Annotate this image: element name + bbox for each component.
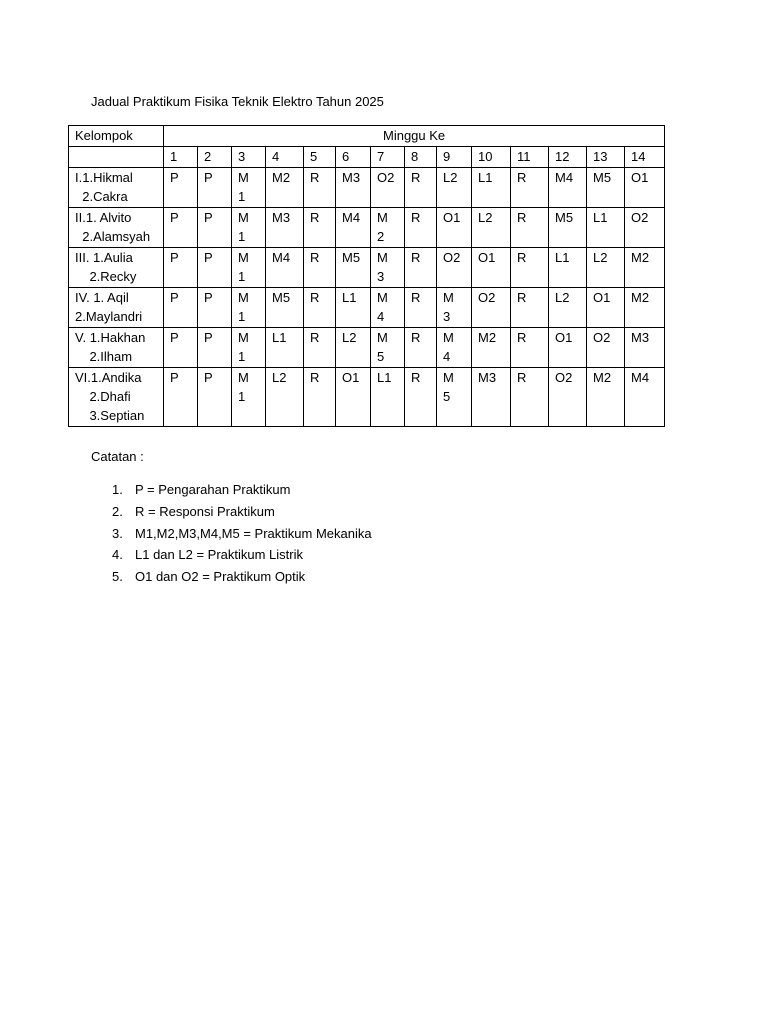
schedule-cell — [304, 248, 336, 288]
schedule-cell — [472, 328, 511, 368]
schedule-cell-value: M3 — [342, 170, 361, 185]
schedule-cell-value: M4 — [443, 330, 454, 364]
header-row — [69, 126, 665, 147]
schedule-cell — [198, 368, 232, 427]
schedule-cell-value: P — [170, 250, 179, 265]
schedule-cell — [304, 368, 336, 427]
week-number-cell: 8 — [405, 147, 437, 168]
schedule-body — [69, 126, 665, 427]
schedule-cell — [371, 328, 405, 368]
schedule-cell-value: O2 — [443, 250, 461, 265]
week-number-cell: 10 — [472, 147, 511, 168]
schedule-cell — [232, 208, 266, 248]
header-kelompok: Kelompok — [69, 126, 164, 147]
group-member-line: 2.Cakra — [75, 189, 128, 204]
schedule-cell-value: R — [411, 290, 421, 305]
schedule-cell — [304, 208, 336, 248]
schedule-cell-value: M1 — [238, 370, 249, 404]
schedule-cell-value: R — [517, 250, 527, 265]
table-row — [69, 248, 665, 288]
schedule-cell — [304, 328, 336, 368]
schedule-cell-value: L1 — [555, 250, 570, 265]
schedule-cell-value: M2 — [377, 210, 388, 244]
schedule-cell — [164, 208, 198, 248]
schedule-cell — [304, 288, 336, 328]
table-row — [69, 288, 665, 328]
schedule-cell — [472, 248, 511, 288]
schedule-cell — [549, 248, 587, 288]
schedule-cell — [437, 168, 472, 208]
group-member-line: II.1. Alvito — [75, 210, 132, 225]
group-member-line: 2.Maylandri — [75, 309, 143, 324]
schedule-cell — [405, 168, 437, 208]
schedule-cell — [511, 208, 549, 248]
schedule-cell-value: L1 — [593, 210, 608, 225]
schedule-cell — [405, 208, 437, 248]
schedule-cell-value: R — [310, 370, 320, 385]
schedule-cell — [164, 248, 198, 288]
schedule-cell-value: P — [170, 170, 179, 185]
group-cell — [69, 368, 164, 427]
note-text: O1 dan O2 = Praktikum Optik — [135, 569, 306, 585]
schedule-cell — [164, 328, 198, 368]
schedule-cell-value: R — [411, 370, 421, 385]
schedule-cell — [371, 208, 405, 248]
group-member-line: 2.Alamsyah — [75, 229, 151, 244]
schedule-cell — [587, 168, 625, 208]
schedule-cell-value: M1 — [238, 330, 249, 364]
schedule-cell-value: R — [310, 290, 320, 305]
schedule-cell — [511, 328, 549, 368]
week-number-cell: 13 — [587, 147, 625, 168]
schedule-cell — [437, 368, 472, 427]
schedule-cell — [437, 208, 472, 248]
schedule-cell-value: R — [310, 250, 320, 265]
schedule-cell-value: O2 — [377, 170, 395, 185]
week-number-blank — [69, 147, 164, 168]
schedule-cell-value: R — [517, 170, 527, 185]
schedule-cell-value: O1 — [593, 290, 611, 305]
schedule-cell — [336, 368, 371, 427]
schedule-cell — [625, 328, 665, 368]
group-member-line: 3.Septian — [75, 408, 145, 423]
note-text: M1,M2,M3,M4,M5 = Praktikum Mekanika — [135, 525, 372, 541]
schedule-cell-value: O2 — [555, 370, 573, 385]
schedule-cell — [549, 288, 587, 328]
schedule-cell — [511, 288, 549, 328]
schedule-cell-value: M4 — [377, 290, 388, 324]
schedule-cell — [511, 368, 549, 427]
week-number-cell: 3 — [232, 147, 266, 168]
schedule-cell — [511, 168, 549, 208]
schedule-cell-value: L1 — [272, 330, 287, 345]
schedule-cell-value: R — [411, 210, 421, 225]
schedule-cell-value: M1 — [238, 290, 249, 324]
schedule-cell — [437, 328, 472, 368]
schedule-cell-value: M4 — [272, 250, 291, 265]
week-number-cell: 4 — [266, 147, 304, 168]
schedule-cell-value: P — [204, 290, 213, 305]
schedule-cell — [232, 288, 266, 328]
schedule-cell-value: M5 — [342, 250, 361, 265]
schedule-cell — [371, 288, 405, 328]
schedule-cell — [198, 328, 232, 368]
schedule-cell — [266, 168, 304, 208]
header-minggu-ke: Minggu Ke — [164, 126, 665, 147]
schedule-cell — [587, 208, 625, 248]
list-item — [112, 544, 372, 566]
schedule-cell-value: R — [411, 330, 421, 345]
schedule-cell — [549, 208, 587, 248]
schedule-cell-value: R — [517, 210, 527, 225]
note-number: 4. — [112, 547, 123, 563]
note-number: 2. — [112, 503, 123, 519]
notes-list — [112, 479, 372, 588]
schedule-cell-value: O1 — [443, 210, 461, 225]
schedule-cell-value: P — [204, 330, 213, 345]
schedule-table — [68, 125, 665, 427]
week-number-cell: 6 — [336, 147, 371, 168]
week-number-cell: 9 — [437, 147, 472, 168]
schedule-cell — [549, 168, 587, 208]
schedule-cell — [472, 208, 511, 248]
group-cell — [69, 208, 164, 248]
schedule-cell-value: M1 — [238, 210, 249, 244]
schedule-cell-value: M2 — [593, 370, 612, 385]
schedule-cell-value: P — [204, 250, 213, 265]
schedule-cell-value: L1 — [478, 170, 493, 185]
schedule-cell — [625, 368, 665, 427]
note-number: 3. — [112, 525, 123, 541]
schedule-cell — [304, 168, 336, 208]
schedule-cell — [625, 168, 665, 208]
schedule-cell-value: L2 — [478, 210, 493, 225]
schedule-cell — [336, 248, 371, 288]
group-member-line: I.1.Hikmal — [75, 170, 133, 185]
schedule-cell — [198, 248, 232, 288]
schedule-cell-value: M5 — [443, 370, 454, 404]
schedule-cell-value: L2 — [342, 330, 357, 345]
schedule-cell — [437, 248, 472, 288]
schedule-cell — [266, 248, 304, 288]
schedule-cell-value: L2 — [272, 370, 287, 385]
schedule-cell-value: M1 — [238, 250, 249, 284]
table-row — [69, 368, 665, 427]
schedule-cell-value: M2 — [631, 290, 650, 305]
schedule-cell-value: P — [204, 370, 213, 385]
schedule-cell-value: M5 — [272, 290, 291, 305]
schedule-cell-value: M3 — [478, 370, 497, 385]
schedule-cell-value: M2 — [631, 250, 650, 265]
table-row — [69, 208, 665, 248]
schedule-cell — [371, 168, 405, 208]
week-number-row — [69, 147, 665, 168]
schedule-cell-value: M3 — [631, 330, 650, 345]
schedule-cell — [336, 168, 371, 208]
schedule-cell-value: O2 — [478, 290, 496, 305]
group-member-line: V. 1.Hakhan — [75, 330, 146, 345]
schedule-cell — [437, 288, 472, 328]
schedule-cell-value: O1 — [478, 250, 496, 265]
schedule-cell-value: R — [517, 370, 527, 385]
schedule-cell — [198, 208, 232, 248]
group-cell — [69, 168, 164, 208]
schedule-cell-value: P — [170, 290, 179, 305]
schedule-cell-value: P — [204, 210, 213, 225]
schedule-cell-value: P — [170, 330, 179, 345]
schedule-cell — [266, 368, 304, 427]
list-item — [112, 501, 372, 523]
notes-label: Catatan : — [91, 449, 144, 464]
list-item — [112, 523, 372, 545]
schedule-cell-value: R — [517, 330, 527, 345]
schedule-cell — [511, 248, 549, 288]
schedule-cell-value: O1 — [555, 330, 573, 345]
schedule-cell-value: R — [411, 170, 421, 185]
schedule-cell-value: L1 — [342, 290, 357, 305]
schedule-cell — [232, 248, 266, 288]
schedule-cell-value: M4 — [342, 210, 361, 225]
group-member-line: 2.Dhafi — [75, 389, 131, 404]
schedule-cell-value: R — [411, 250, 421, 265]
schedule-cell — [164, 368, 198, 427]
schedule-cell — [587, 368, 625, 427]
schedule-cell-value: M5 — [555, 210, 574, 225]
schedule-cell-value: P — [170, 370, 179, 385]
schedule-cell-value: M4 — [555, 170, 574, 185]
week-number-cell: 1 — [164, 147, 198, 168]
schedule-cell — [549, 328, 587, 368]
table-row — [69, 168, 665, 208]
schedule-cell — [336, 208, 371, 248]
schedule-cell — [472, 368, 511, 427]
week-number-cell: 14 — [625, 147, 665, 168]
schedule-cell — [371, 248, 405, 288]
schedule-cell-value: L2 — [555, 290, 570, 305]
schedule-cell-value: O1 — [342, 370, 360, 385]
schedule-cell-value: L1 — [377, 370, 392, 385]
group-member-line: 2.Ilham — [75, 349, 133, 364]
schedule-cell-value: R — [310, 210, 320, 225]
group-member-line: VI.1.Andika — [75, 370, 142, 385]
list-item — [112, 566, 372, 588]
schedule-cell — [549, 368, 587, 427]
schedule-cell — [472, 288, 511, 328]
schedule-cell — [266, 328, 304, 368]
group-cell — [69, 248, 164, 288]
schedule-cell — [587, 288, 625, 328]
schedule-cell — [232, 368, 266, 427]
week-number-cell: 7 — [371, 147, 405, 168]
note-text: L1 dan L2 = Praktikum Listrik — [135, 547, 303, 563]
schedule-cell — [405, 288, 437, 328]
schedule-cell-value: R — [517, 290, 527, 305]
list-item — [112, 479, 372, 501]
schedule-cell-value: P — [204, 170, 213, 185]
schedule-cell — [405, 368, 437, 427]
schedule-cell-value: O1 — [631, 170, 649, 185]
schedule-cell — [198, 288, 232, 328]
week-number-cell: 12 — [549, 147, 587, 168]
schedule-cell — [232, 168, 266, 208]
schedule-cell — [625, 288, 665, 328]
schedule-cell-value: M3 — [443, 290, 454, 324]
schedule-cell — [405, 328, 437, 368]
schedule-cell-value: M2 — [478, 330, 497, 345]
schedule-cell-value: M3 — [377, 250, 388, 284]
document-title: Jadual Praktikum Fisika Teknik Elektro Tahun 2025 — [91, 94, 384, 109]
note-text: R = Responsi Praktikum — [135, 503, 275, 519]
schedule-cell-value: R — [310, 330, 320, 345]
note-number: 5. — [112, 569, 123, 585]
schedule-cell-value: M5 — [377, 330, 388, 364]
schedule-cell-value: M4 — [631, 370, 650, 385]
group-member-line: IV. 1. Aqil — [75, 290, 129, 305]
schedule-cell — [266, 288, 304, 328]
schedule-cell — [371, 368, 405, 427]
schedule-cell — [164, 288, 198, 328]
group-member-line: 2.Recky — [75, 269, 137, 284]
schedule-cell — [625, 248, 665, 288]
schedule-cell — [336, 328, 371, 368]
schedule-cell-value: M1 — [238, 170, 249, 204]
schedule-cell-value: M2 — [272, 170, 291, 185]
group-cell — [69, 328, 164, 368]
schedule-cell-value: M3 — [272, 210, 291, 225]
schedule-cell — [587, 248, 625, 288]
schedule-cell — [336, 288, 371, 328]
table-row — [69, 328, 665, 368]
schedule-cell — [405, 248, 437, 288]
schedule-cell-value: L2 — [443, 170, 458, 185]
week-number-cell: 2 — [198, 147, 232, 168]
week-number-cell: 11 — [511, 147, 549, 168]
schedule-cell — [625, 208, 665, 248]
schedule-cell — [198, 168, 232, 208]
schedule-cell-value: P — [170, 210, 179, 225]
schedule-cell-value: O2 — [631, 210, 649, 225]
note-text: P = Pengarahan Praktikum — [135, 482, 291, 497]
schedule-cell-value: O2 — [593, 330, 611, 345]
group-cell — [69, 288, 164, 328]
schedule-cell — [232, 328, 266, 368]
schedule-cell-value: R — [310, 170, 320, 185]
schedule-cell-value: L2 — [593, 250, 608, 265]
schedule-cell — [164, 168, 198, 208]
group-member-line: III. 1.Aulia — [75, 250, 133, 265]
week-number-cell: 5 — [304, 147, 336, 168]
schedule-cell — [587, 328, 625, 368]
schedule-cell — [266, 208, 304, 248]
schedule-cell — [472, 168, 511, 208]
note-number: 1. — [112, 482, 123, 497]
schedule-cell-value: M5 — [593, 170, 612, 185]
